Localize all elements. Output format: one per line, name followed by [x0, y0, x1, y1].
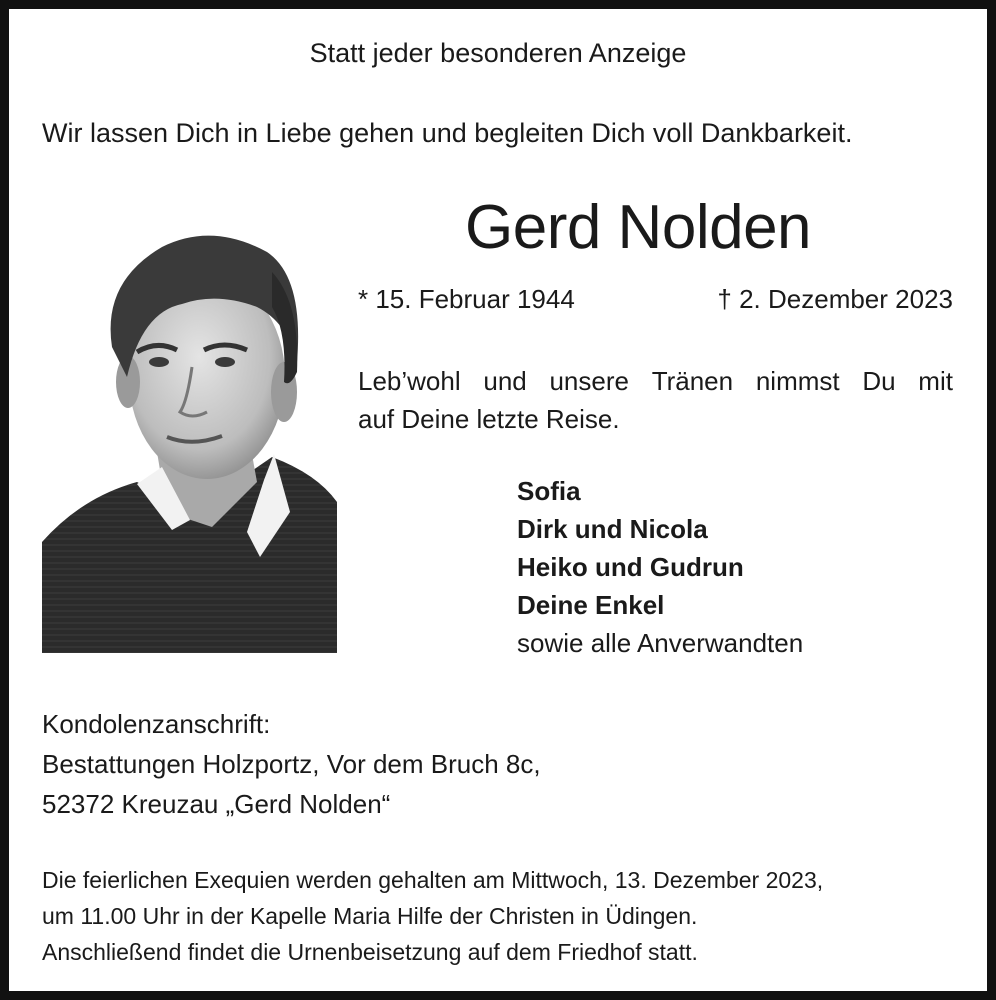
address-line: Bestattungen Holzportz, Vor dem Bruch 8c,: [42, 749, 541, 779]
mourner-name: Deine Enkel: [517, 590, 665, 620]
portrait-photo: [42, 212, 337, 653]
verse-word: mit: [918, 366, 953, 396]
verse-line-1: [358, 362, 953, 400]
deceased-name: Gerd Nolden: [465, 193, 812, 262]
mourner-name: Sofia: [517, 476, 581, 506]
verse-word: nimmst: [755, 366, 840, 396]
verse-word: unsere: [549, 366, 629, 396]
verse-word: Du: [862, 366, 896, 396]
service-info: [42, 862, 823, 970]
service-line: um 11.00 Uhr in der Kapelle Maria Hilfe der Christen in Üdingen.: [42, 903, 698, 929]
mourner-name: Heiko und Gudrun: [517, 552, 744, 582]
verse-word: Leb’wohl: [358, 366, 461, 396]
death-date: † 2. Dezember 2023: [717, 284, 953, 314]
farewell-verse: [358, 362, 953, 438]
condolence-address: [42, 704, 541, 824]
service-line: Die feierlichen Exequien werden gehalten am Mittwoch, 13. Dezember 2023,: [42, 867, 824, 893]
notice-header: Statt jeder besonderen Anzeige: [309, 38, 687, 68]
address-line: 52372 Kreuzau „Gerd Nolden“: [42, 789, 391, 819]
service-line: Anschließend findet die Urnenbeisetzung auf dem Friedhof statt.: [42, 939, 698, 965]
mourner-name: Dirk und Nicola: [517, 514, 708, 544]
verse-word: und: [483, 366, 527, 396]
verse-word: Tränen: [651, 366, 734, 396]
address-label: Kondolenzanschrift:: [42, 709, 271, 739]
mourner-relatives: sowie alle Anverwandten: [517, 628, 804, 658]
intro-text: Wir lassen Dich in Liebe gehen und begleiten Dich voll Dankbarkeit.: [42, 118, 853, 148]
mourners-list: [517, 472, 803, 662]
birth-date: * 15. Februar 1944: [358, 284, 575, 314]
verse-line-2: auf Deine letzte Reise.: [358, 404, 620, 434]
